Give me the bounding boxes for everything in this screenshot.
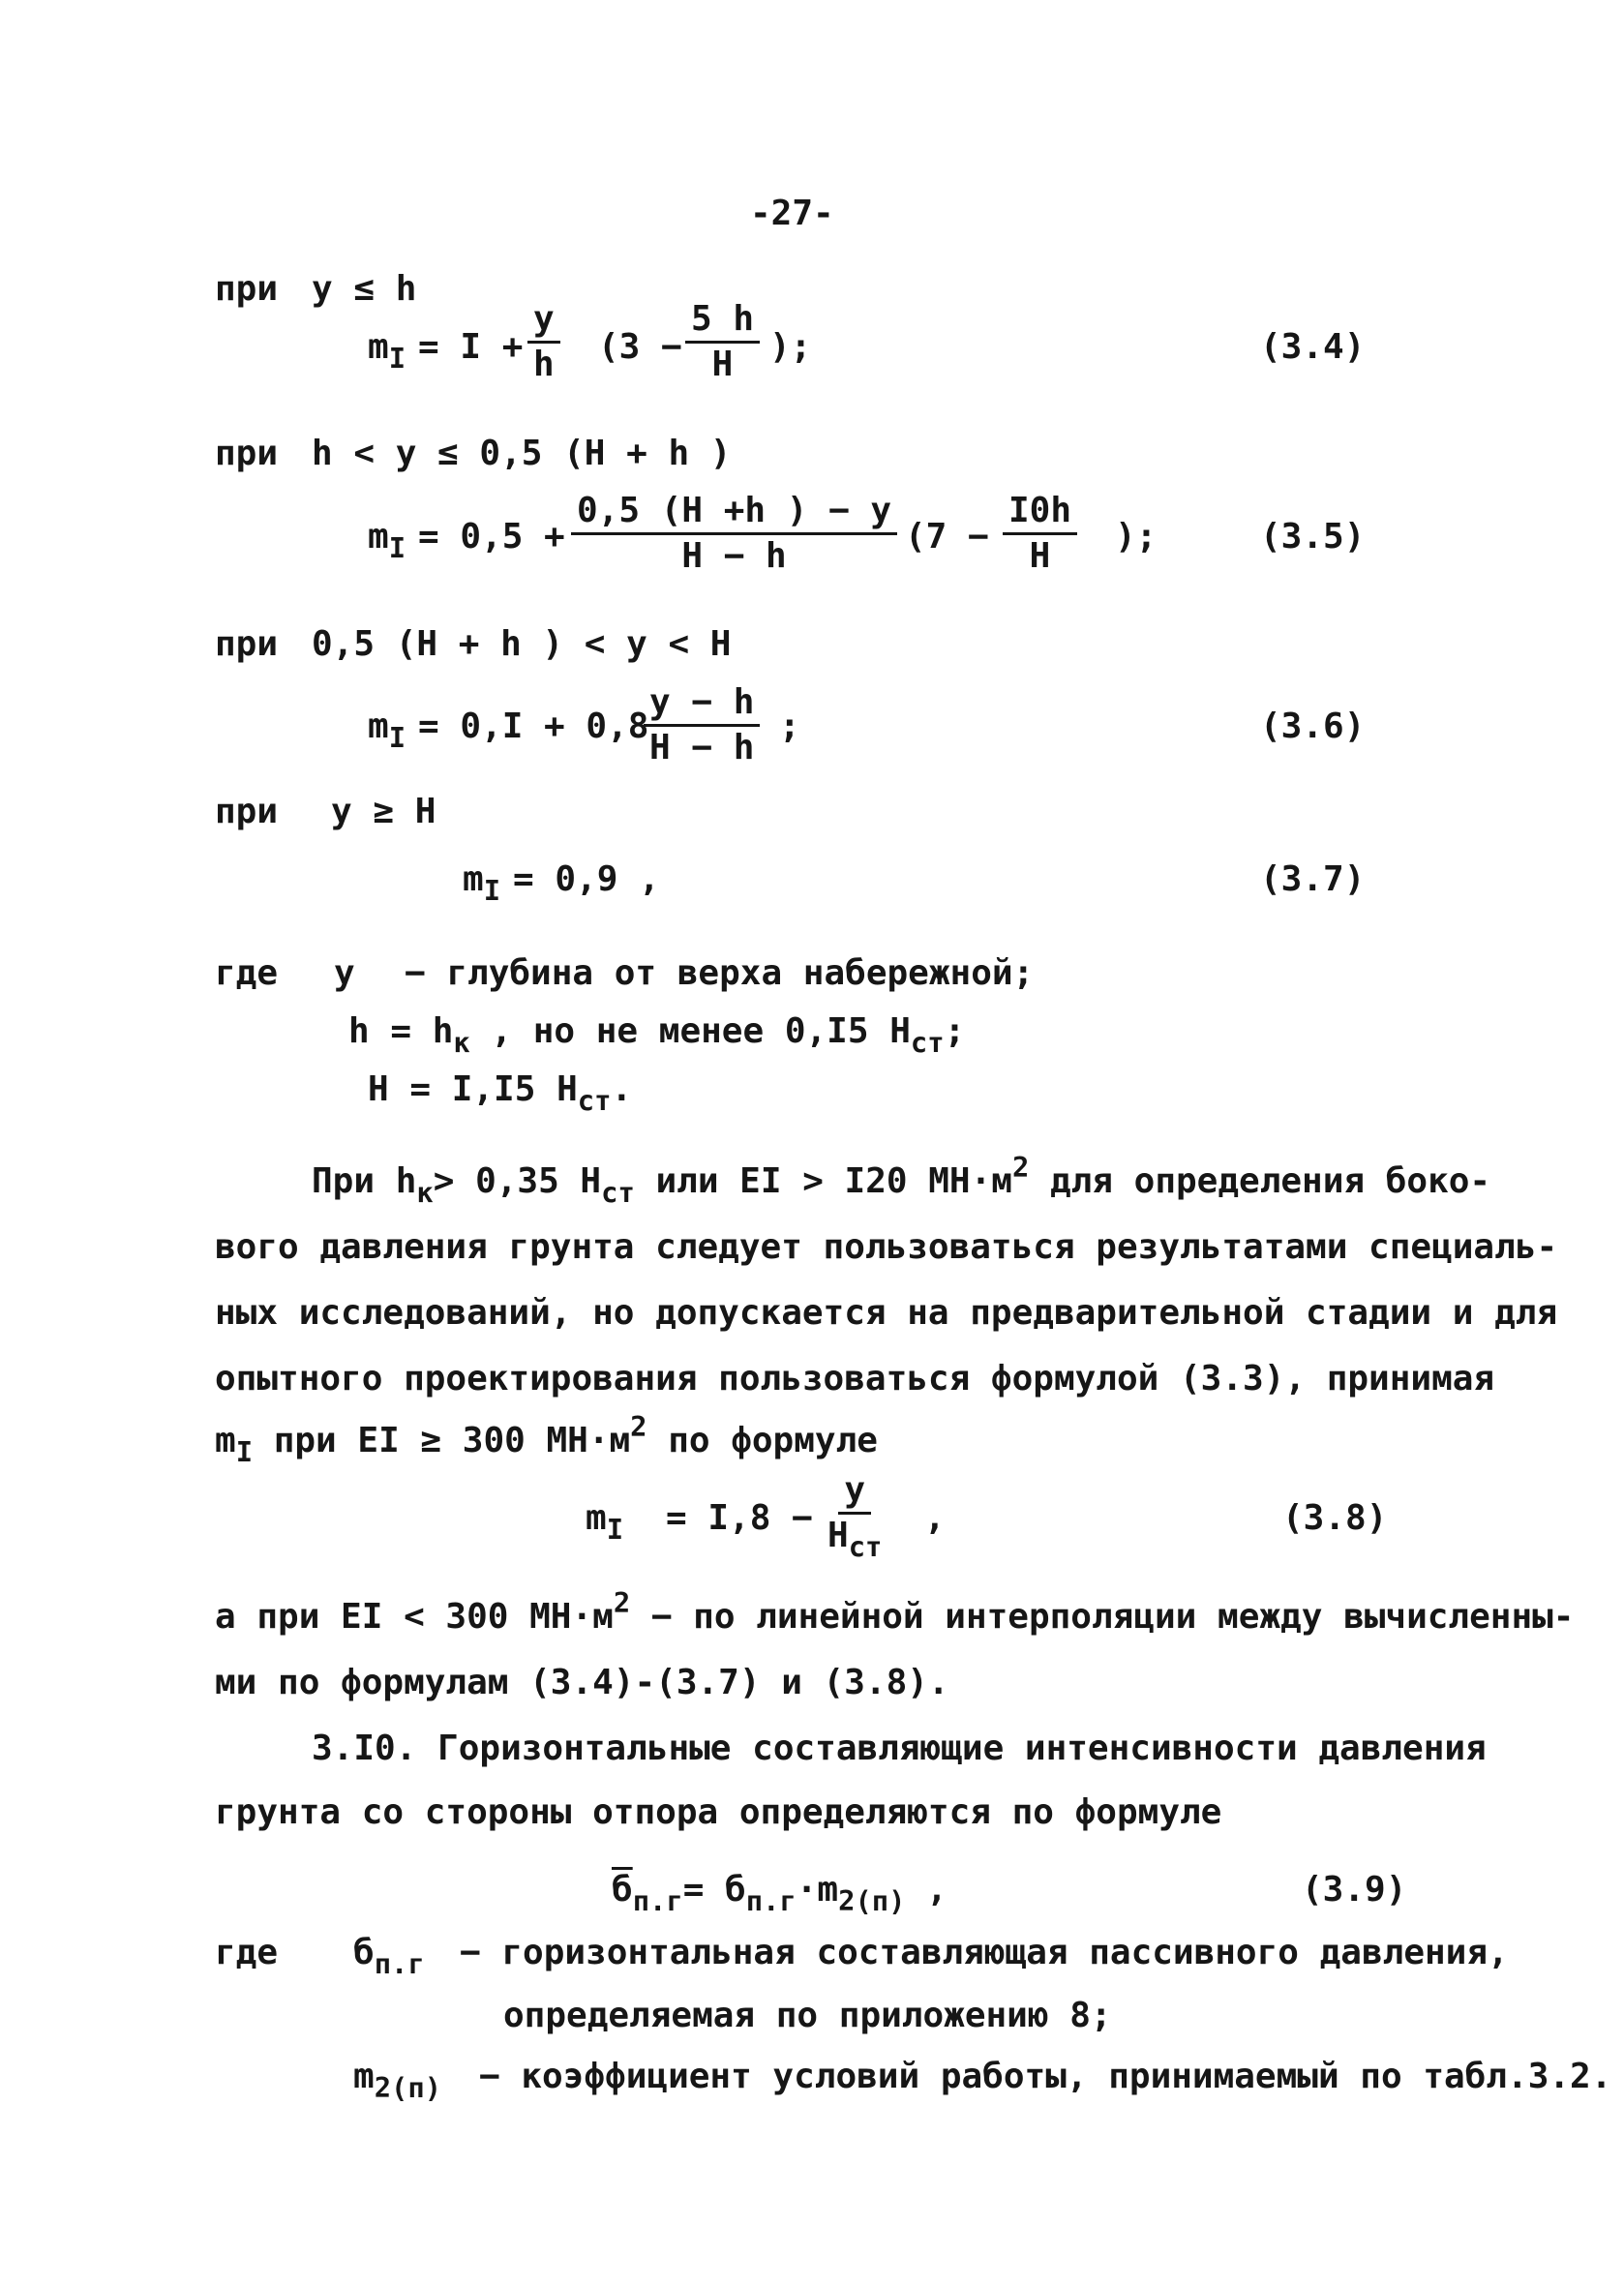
paragraph-line: При $h_к> 0,35$ $H_{ст}$ или EI > I20 $МН\cdot м^2$ для определения боко- (312, 1151, 1491, 1210)
equation-text: , (924, 1498, 946, 1538)
paragraph-line: ных исследований, но допускается на предварительной стадии и для (215, 1293, 1558, 1333)
definition-text: H = I,I5 $H_{ст}$. (368, 1069, 633, 1118)
definition-text: − глубина от верха набережной; (405, 953, 1035, 993)
equation-text: (7 − (905, 517, 989, 556)
equation-number: (3.5) (1260, 517, 1366, 556)
fraction-numerator: 0,5 (H +h ) − y (571, 492, 897, 535)
fraction-denominator: H − h (681, 535, 787, 576)
paragraph-line: а при EI < 300 $МН\cdot м^2$ − по линейной интерполяции между вычисленны- (215, 1586, 1575, 1637)
equation-text: = 0,5 + (418, 517, 565, 556)
equation-number: (3.6) (1260, 707, 1366, 746)
fraction-numerator: y (527, 300, 560, 344)
fraction (571, 492, 897, 575)
equation-lhs: $m_I$ (368, 327, 406, 376)
page-number: -27- (750, 194, 834, 233)
equation-number: (3.4) (1260, 327, 1366, 367)
equation-number: (3.7) (1260, 859, 1366, 899)
condition-expression: 0,5 (H + h ) < y < H (312, 624, 732, 664)
equation-text: = I,8 − (666, 1498, 813, 1538)
paragraph-line: $m_I$ при EI ≥ 300 $МН\cdot м^2$ по формуле (215, 1410, 878, 1469)
definition-text: − горизонтальная составляющая пассивного давления, (460, 1933, 1509, 1972)
condition-label: при (215, 269, 279, 309)
equation-text: ; (779, 707, 800, 746)
fraction (527, 300, 560, 383)
definition-text: $h = h_к$ , но не менее 0,I5 $H_{ст}$; (348, 1011, 966, 1060)
paragraph-line: грунта со стороны отпора определяются по формуле (215, 1792, 1222, 1832)
paragraph-line: опытного проектирования пользоваться формулой (3.3), принимая (215, 1359, 1495, 1399)
fraction-denominator: H (1029, 535, 1051, 576)
where-label: где (215, 953, 279, 993)
symbol: y (334, 953, 355, 993)
equation-text: = I + (418, 327, 524, 367)
fraction-denominator: H (711, 344, 734, 384)
fraction-denominator: h (533, 344, 555, 384)
condition-expression: h < y ≤ 0,5 (H + h ) (312, 434, 732, 473)
equation-lhs: $m_I$ (463, 859, 501, 908)
where-label: где (215, 1933, 279, 1972)
paragraph-line: ми по формулам (3.4)-(3.7) и (3.8). (215, 1663, 949, 1702)
condition-expression: y ≤ h (312, 269, 417, 309)
definition-text: определяемая по приложению 8; (503, 1996, 1112, 2035)
equation-number: (3.9) (1302, 1870, 1407, 1910)
paragraph-line: 3.I0. Горизонтальные составляющие интенсивности давления (312, 1729, 1487, 1768)
equation-lhs: $m_I$ (368, 707, 406, 755)
condition-expression: y ≥ H (331, 792, 436, 831)
condition-label: при (215, 434, 279, 473)
equation-lhs: $m_I$ (368, 517, 406, 565)
equation-text: (3 − (598, 327, 682, 367)
fraction-numerator: y − h (644, 683, 760, 727)
equation-lhs: $m_I$ (586, 1498, 624, 1547)
fraction (644, 683, 760, 767)
fraction (685, 300, 760, 383)
condition-label: при (215, 624, 279, 664)
paragraph-line: вого давления грунта следует пользоваться результатами специаль- (215, 1227, 1558, 1267)
equation-text: = 0,I + 0,8 (418, 707, 649, 746)
symbol: $m_{2(п)}$ (353, 2057, 442, 2105)
fraction-denominator: $H_{ст}$ (827, 1515, 883, 1563)
equation-number: (3.8) (1282, 1498, 1388, 1538)
symbol: $б_{п.г}$ (353, 1933, 425, 1981)
equation-text: ); (1115, 517, 1158, 556)
condition-label: при (215, 792, 279, 831)
equation-text: ); (769, 327, 812, 367)
equation-text: = 0,9 , (513, 859, 660, 899)
fraction-numerator: I0h (1003, 492, 1077, 535)
definition-text: − коэффициент условий работы, принимаемый по табл.3.2. (479, 2057, 1612, 2096)
equation-text: $б_{п.г}= б_{п.г}\cdot m_{2(п)}$ , (612, 1870, 947, 1918)
fraction-numerator: 5 h (685, 300, 760, 344)
fraction-denominator: H − h (649, 727, 755, 767)
fraction-numerator: y (838, 1471, 871, 1515)
fraction (1003, 492, 1077, 575)
fraction (827, 1470, 883, 1563)
